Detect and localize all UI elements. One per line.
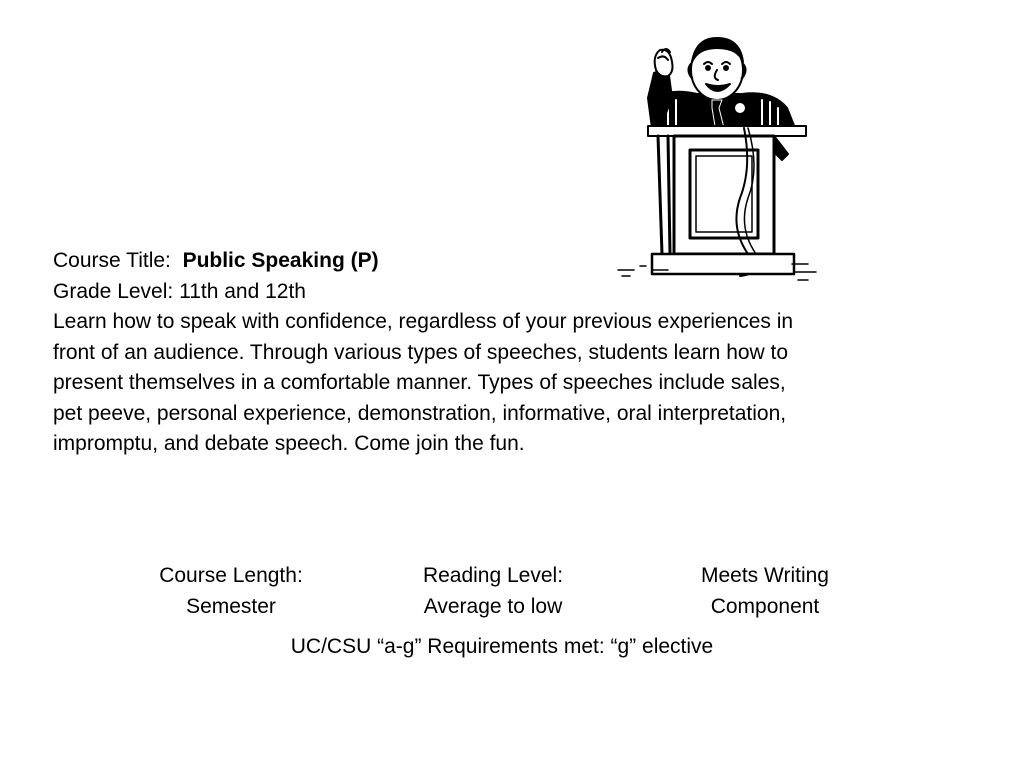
course-info [53,246,983,460]
grade-level: Grade Level: 11th and 12th [53,279,306,303]
course-length-value: Semester [186,594,276,618]
course-length-label: Course Length: [159,564,303,587]
writing-component-label: Meets Writing [701,564,829,587]
description-line: present themselves in a comfortable manner. Types of speeches include sales, [53,371,786,394]
reading-level-label: Reading Level: [422,564,564,587]
description-line: front of an audience. Through various types of speeches, students learn how to [53,340,789,364]
course-length [130,561,332,622]
description-line: pet peeve, personal experience, demonstration, informative, oral interpretation, [53,401,787,425]
reading-level-value: Average to low [423,594,563,618]
reading-level [393,561,593,622]
course-title-value: Public Speaking (P) [182,249,379,272]
writing-component [665,561,865,622]
course-title-label: Course Title: [53,249,171,272]
description-line: impromptu, and debate speech. Come join the fun. [53,432,525,455]
writing-component-value: Component [710,594,820,618]
course-title-line [53,246,983,277]
description-line: Learn how to speak with confidence, regardless of your previous experiences in [53,310,794,333]
requirements-line: UC/CSU “a-g” Requirements met: “g” elective [290,635,714,658]
